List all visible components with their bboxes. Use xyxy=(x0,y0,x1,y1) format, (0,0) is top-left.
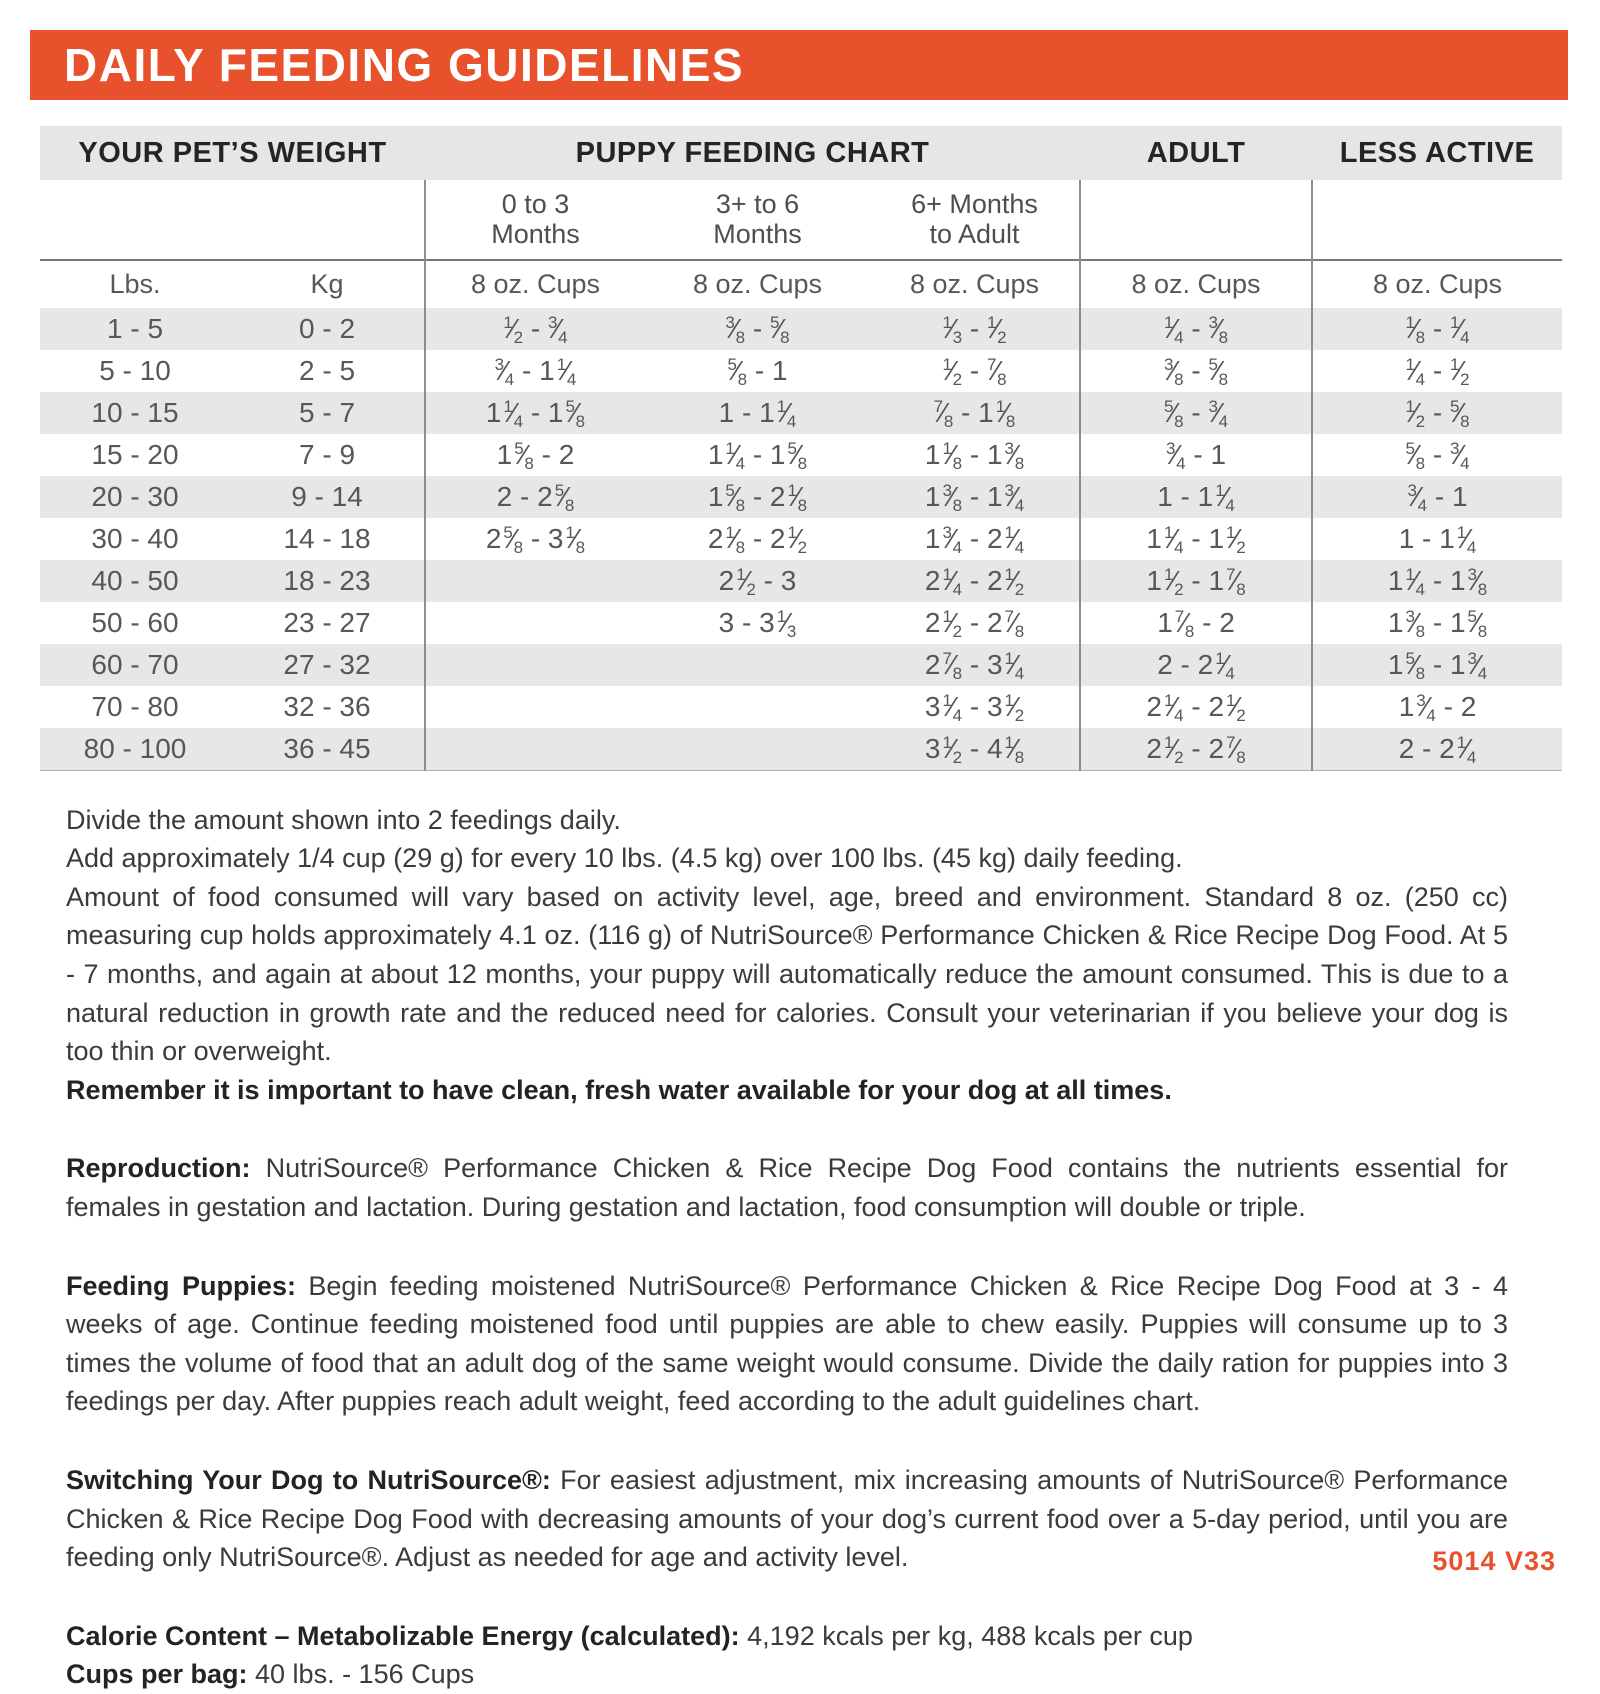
unit-cups: 8 oz. Cups xyxy=(425,260,645,308)
cell-cups-range: 2 $^5⁄_8 - 3$ $^1⁄_8$ xyxy=(425,518,645,560)
cell-cups-range: 1 $^5⁄_8 - 2$ xyxy=(425,434,645,476)
page-title: DAILY FEEDING GUIDELINES xyxy=(30,38,744,92)
cell-cups-range: 1 - 1 $^1⁄_4$ xyxy=(1080,476,1312,518)
column-header-weight: YOUR PET’S WEIGHT xyxy=(40,126,425,180)
cell-cups-range xyxy=(645,686,870,728)
cell-cups-range: 2 $^1⁄_2 - 2$ $^7⁄_8$ xyxy=(1080,728,1312,770)
cell-cups-range: 1 - 1 $^1⁄_4$ xyxy=(645,392,870,434)
table-row xyxy=(40,434,1562,476)
cell-cups-range: 1 $^3⁄_4 - 2$ xyxy=(1312,686,1562,728)
cell-kg: 2 - 5 xyxy=(230,350,425,392)
unit-cups: 8 oz. Cups xyxy=(1312,260,1562,308)
cell-kg: 5 - 7 xyxy=(230,392,425,434)
cell-kg: 18 - 23 xyxy=(230,560,425,602)
cell-lbs: 30 - 40 xyxy=(40,518,230,560)
cell-cups-range: $^5⁄_8$ - $^3⁄_4$ xyxy=(1080,392,1312,434)
cell-cups-range xyxy=(425,644,645,686)
cell-cups-range: $^1⁄_2$ - $^3⁄_4$ xyxy=(425,308,645,350)
note-paragraph: Remember it is important to have clean, fresh water available for your dog at all times. xyxy=(66,1071,1508,1110)
cell-cups-range xyxy=(425,728,645,770)
cell-cups-range: 1 $^1⁄_2 - 1$ $^7⁄_8$ xyxy=(1080,560,1312,602)
notes xyxy=(66,801,1508,1694)
feeding-table-body xyxy=(40,308,1562,770)
cell-cups-range: 1 $^3⁄_8 - 1$ $^5⁄_8$ xyxy=(1312,602,1562,644)
note-paragraph: Calorie Content – Metabolizable Energy (calculated): 4,192 kcals per kg, 488 kcals per cup xyxy=(66,1617,1508,1656)
unit-cups: 8 oz. Cups xyxy=(1080,260,1312,308)
cell-cups-range xyxy=(425,602,645,644)
note-paragraph: Divide the amount shown into 2 feedings daily. xyxy=(66,801,1508,840)
cell-cups-range: 1 $^1⁄_8 - 1$ $^3⁄_8$ xyxy=(870,434,1080,476)
cell-kg: 36 - 45 xyxy=(230,728,425,770)
note-paragraph: Amount of food consumed will vary based on activity level, age, breed and environment. Standard 8 oz. (250 cc) measuring cup holds approximately 4.1 oz. (116 g) of NutriSource® Performance Chicken & Rice Recipe Dog Food. At 5 - 7 months, and again at about 12 months, your puppy will automatically reduce the amount consumed. This is due to a natural reduction in growth rate and the reduced need for calories. Consult your veterinarian if you believe your dog is too thin or overweight. xyxy=(66,878,1508,1071)
cell-cups-range: 1 $^1⁄_4 - 1$ $^1⁄_2$ xyxy=(1080,518,1312,560)
cell-cups-range: 1 $^1⁄_4 - 1$ $^5⁄_8$ xyxy=(645,434,870,476)
column-header-adult: ADULT xyxy=(1080,126,1312,180)
cell-lbs: 5 - 10 xyxy=(40,350,230,392)
cell-cups-range: $^3⁄_4 - 1$ $^1⁄_4$ xyxy=(425,350,645,392)
note-paragraph: Feeding Puppies: Begin feeding moistened NutriSource® Performance Chicken & Rice Recipe Dog Food at 3 - 4 weeks of age. Continue feeding moistened food until puppies are able to chew easily. Puppies will consume up to 3 times the volume of food that an adult dog of the same weight would consume. Divide the daily ration for puppies into 3 feedings per day. After puppies reach adult weight, feed according to the adult guidelines chart. xyxy=(66,1267,1508,1421)
cell-cups-range: $^5⁄_8 - 1$ xyxy=(645,350,870,392)
empty-cell xyxy=(1080,180,1312,260)
cell-lbs: 40 - 50 xyxy=(40,560,230,602)
cell-cups-range: $^3⁄_8$ - $^5⁄_8$ xyxy=(645,308,870,350)
cell-cups-range xyxy=(645,728,870,770)
table-row xyxy=(40,392,1562,434)
table-row xyxy=(40,728,1562,770)
cell-lbs: 15 - 20 xyxy=(40,434,230,476)
note-paragraph: Reproduction: NutriSource® Performance Chicken & Rice Recipe Dog Food contains the nutrients essential for females in gestation and lactation. During gestation and lactation, food consumption will double or triple. xyxy=(66,1149,1508,1226)
cell-cups-range: 1 $^7⁄_8 - 2$ xyxy=(1080,602,1312,644)
cell-cups-range: 1 $^5⁄_8 - 2$ $^1⁄_8$ xyxy=(645,476,870,518)
cell-cups-range: $^3⁄_4 - 1$ xyxy=(1312,476,1562,518)
table-row xyxy=(40,350,1562,392)
cell-kg: 0 - 2 xyxy=(230,308,425,350)
cell-cups-range: 3 $^1⁄_4 - 3$ $^1⁄_2$ xyxy=(870,686,1080,728)
empty-cell xyxy=(40,180,425,260)
cell-kg: 7 - 9 xyxy=(230,434,425,476)
cell-kg: 9 - 14 xyxy=(230,476,425,518)
cell-kg: 23 - 27 xyxy=(230,602,425,644)
table-row xyxy=(40,686,1562,728)
cell-cups-range: 1 $^5⁄_8 - 1$ $^3⁄_4$ xyxy=(1312,644,1562,686)
table-row xyxy=(40,476,1562,518)
feeding-guidelines-table xyxy=(40,126,1562,771)
cell-cups-range xyxy=(425,560,645,602)
cell-cups-range: $^1⁄_3$ - $^1⁄_2$ xyxy=(870,308,1080,350)
table-group-header-row xyxy=(40,126,1562,180)
cell-cups-range: 2 - 2 $^5⁄_8$ xyxy=(425,476,645,518)
cell-lbs: 1 - 5 xyxy=(40,308,230,350)
cell-cups-range: $^1⁄_8$ - $^1⁄_4$ xyxy=(1312,308,1562,350)
column-header-puppy-chart: PUPPY FEEDING CHART xyxy=(425,126,1080,180)
cell-cups-range xyxy=(645,644,870,686)
cell-cups-range: 2 $^1⁄_4 - 2$ $^1⁄_2$ xyxy=(870,560,1080,602)
cell-cups-range: 2 - 2 $^1⁄_4$ xyxy=(1312,728,1562,770)
cell-cups-range: 1 $^3⁄_4 - 2$ $^1⁄_4$ xyxy=(870,518,1080,560)
cell-cups-range: 2 $^1⁄_2 - 2$ $^7⁄_8$ xyxy=(870,602,1080,644)
cell-cups-range: $^1⁄_2$ - $^5⁄_8$ xyxy=(1312,392,1562,434)
cell-lbs: 50 - 60 xyxy=(40,602,230,644)
cell-cups-range: 2 $^1⁄_2 - 3$ xyxy=(645,560,870,602)
table-row xyxy=(40,644,1562,686)
note-paragraph: Cups per bag: 40 lbs. - 156 Cups xyxy=(66,1655,1508,1694)
cell-cups-range: $^1⁄_2$ - $^7⁄_8$ xyxy=(870,350,1080,392)
table-row xyxy=(40,602,1562,644)
cell-cups-range: 3 $^1⁄_2 - 4$ $^1⁄_8$ xyxy=(870,728,1080,770)
cell-cups-range: $^3⁄_4 - 1$ xyxy=(1080,434,1312,476)
cell-kg: 14 - 18 xyxy=(230,518,425,560)
unit-cups: 8 oz. Cups xyxy=(645,260,870,308)
unit-cups: 8 oz. Cups xyxy=(870,260,1080,308)
unit-kg: Kg xyxy=(230,260,425,308)
age-column-0-3-months: 0 to 3 Months xyxy=(425,180,645,260)
cell-cups-range: $^3⁄_8$ - $^5⁄_8$ xyxy=(1080,350,1312,392)
cell-cups-range xyxy=(425,686,645,728)
cell-cups-range: 2 $^1⁄_8 - 2$ $^1⁄_2$ xyxy=(645,518,870,560)
cell-lbs: 60 - 70 xyxy=(40,644,230,686)
table-row xyxy=(40,518,1562,560)
cell-cups-range: 1 - 1 $^1⁄_4$ xyxy=(1312,518,1562,560)
cell-cups-range: 1 $^1⁄_4 - 1$ $^5⁄_8$ xyxy=(425,392,645,434)
cell-cups-range: 2 - 2 $^1⁄_4$ xyxy=(1080,644,1312,686)
cell-cups-range: 1 $^1⁄_4 - 1$ $^3⁄_8$ xyxy=(1312,560,1562,602)
title-banner xyxy=(30,30,1568,100)
cell-cups-range: $^1⁄_4$ - $^1⁄_2$ xyxy=(1312,350,1562,392)
column-header-less-active: LESS ACTIVE xyxy=(1312,126,1562,180)
cell-lbs: 20 - 30 xyxy=(40,476,230,518)
table-age-subheader-row xyxy=(40,180,1562,260)
cell-cups-range: 2 $^7⁄_8 - 3$ $^1⁄_4$ xyxy=(870,644,1080,686)
cell-lbs: 80 - 100 xyxy=(40,728,230,770)
cell-cups-range: 1 $^3⁄_8 - 1$ $^3⁄_4$ xyxy=(870,476,1080,518)
cell-cups-range: $^1⁄_4$ - $^3⁄_8$ xyxy=(1080,308,1312,350)
table-row xyxy=(40,560,1562,602)
cell-lbs: 10 - 15 xyxy=(40,392,230,434)
cell-lbs: 70 - 80 xyxy=(40,686,230,728)
cell-cups-range: $^5⁄_8$ - $^3⁄_4$ xyxy=(1312,434,1562,476)
empty-cell xyxy=(1312,180,1562,260)
cell-cups-range: 2 $^1⁄_4 - 2$ $^1⁄_2$ xyxy=(1080,686,1312,728)
unit-lbs: Lbs. xyxy=(40,260,230,308)
table-row xyxy=(40,308,1562,350)
cell-kg: 27 - 32 xyxy=(230,644,425,686)
cell-cups-range: 3 - 3 $^1⁄_3$ xyxy=(645,602,870,644)
age-column-6-months-adult: 6+ Months to Adult xyxy=(870,180,1080,260)
cell-kg: 32 - 36 xyxy=(230,686,425,728)
table-units-row xyxy=(40,260,1562,308)
note-paragraph: Add approximately 1/4 cup (29 g) for every 10 lbs. (4.5 kg) over 100 lbs. (45 kg) daily feeding. xyxy=(66,839,1508,878)
note-paragraph: Switching Your Dog to NutriSource®: For easiest adjustment, mix increasing amounts of NutriSource® Performance Chicken & Rice Recipe Dog Food with decreasing amounts of your dog’s current food over a 5-day period, until you are feeding only NutriSource®. Adjust as needed for age and activity level. xyxy=(66,1461,1508,1577)
footer-product-code: 5014 V33 xyxy=(1432,1546,1556,1577)
age-column-3-6-months: 3+ to 6 Months xyxy=(645,180,870,260)
cell-cups-range: $^7⁄_8 - 1$ $^1⁄_8$ xyxy=(870,392,1080,434)
